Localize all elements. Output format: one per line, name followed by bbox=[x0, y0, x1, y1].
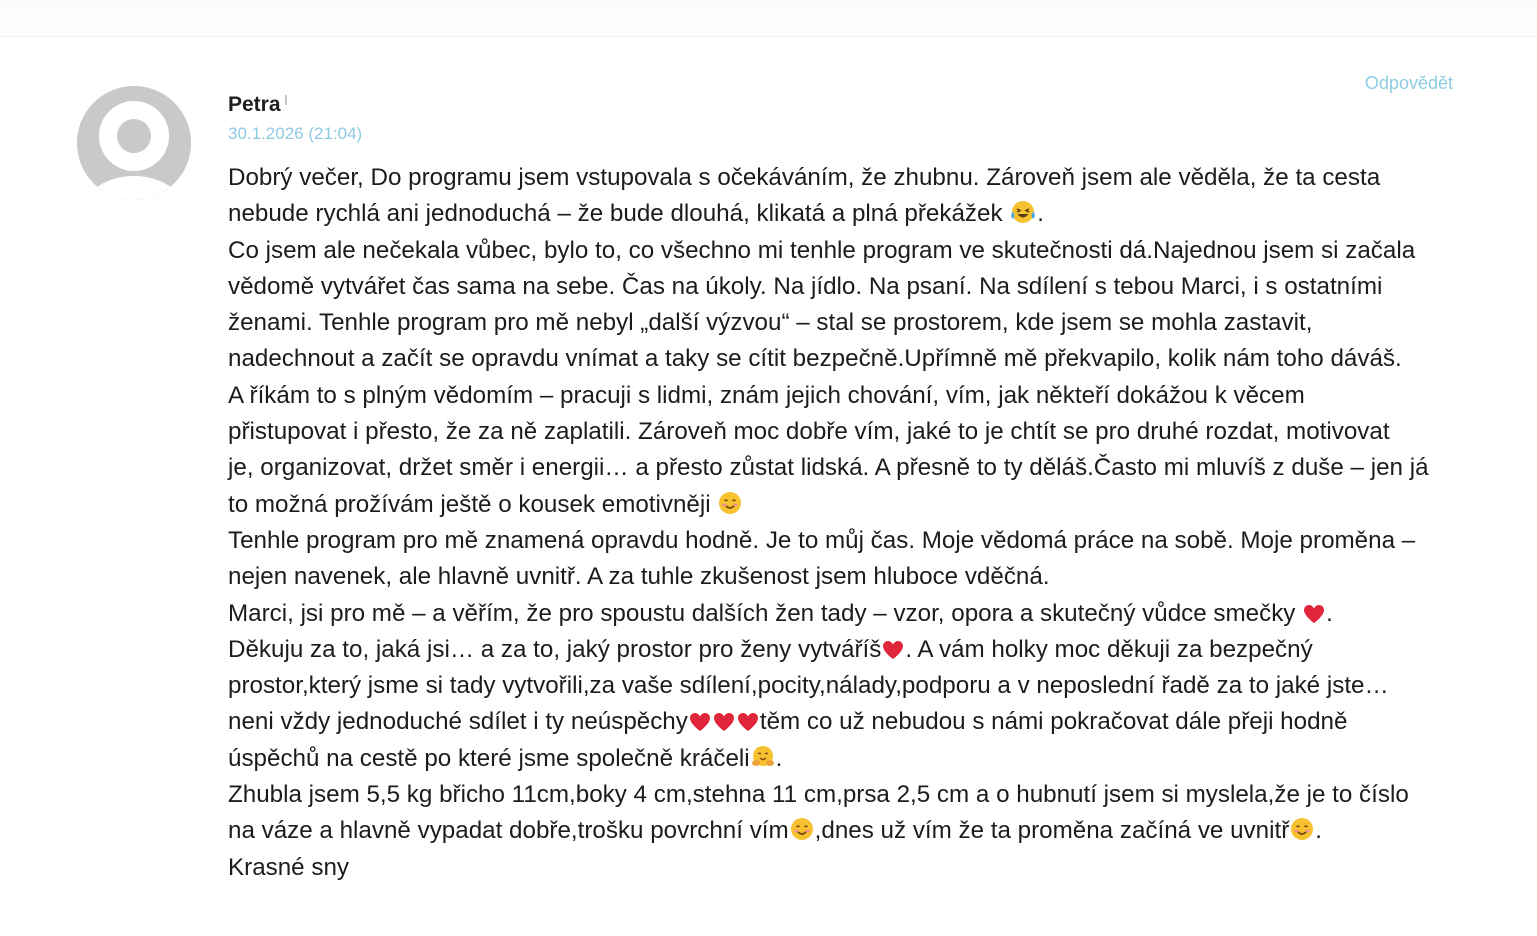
comment-text: Co jsem ale nečekala vůbec, bylo to, co všechno mi tenhle program ve skutečnosti dá.Najednou jsem si začala bbox=[228, 236, 1416, 264]
comment-text: . A vám holky moc děkuji za bezpečný bbox=[905, 635, 1313, 663]
comment-line bbox=[228, 704, 1518, 740]
avatar bbox=[77, 86, 191, 200]
comment-text: Zhubla jsem 5,5 kg břicho 11cm,boky 4 cm,stehna 11 cm,prsa 2,5 cm a o hubnutí jsem si myslela,že je to číslo bbox=[228, 781, 1409, 809]
smile-emoji-icon bbox=[790, 816, 814, 852]
comment-line bbox=[228, 305, 1518, 341]
comment-line bbox=[228, 523, 1518, 559]
comment-text: to možná prožívám ještě o kousek emotivněji bbox=[228, 490, 718, 518]
heart-emoji-icon bbox=[689, 707, 711, 743]
comment-text: neni vždy jednoduché sdílet i ty neúspěchy bbox=[228, 708, 688, 736]
comment-line bbox=[228, 450, 1518, 486]
comment-body bbox=[228, 160, 1518, 886]
comment-line bbox=[228, 632, 1518, 668]
comment-text: na váze a hlavně vypadat dobře,trošku povrchní vím bbox=[228, 817, 789, 845]
comment-date[interactable]: 30.1.2026 (21:04) bbox=[228, 124, 363, 143]
comment-text: Děkuju za to, jaká jsi… a za to, jaký prostor pro ženy vytváříš bbox=[228, 635, 882, 663]
joy-emoji-icon bbox=[1010, 199, 1036, 235]
comment-text: přistupovat i přesto, že za ně zaplatili. Zároveň moc dobře vím, jaké to je chtít se pro druhé rozdat, motivovat bbox=[228, 418, 1390, 446]
comment-text: vědomě vytvářet čas sama na sebe. Čas na úkoly. Na jídlo. Na psaní. Na sdílení s tebou Marci, i s ostatními bbox=[228, 272, 1383, 300]
comment-text: prostor,který jsme si tady vytvořili,za vaše sdílení,pocity,nálady,podporu a v neposlední řadě za to jaké jste… bbox=[228, 672, 1389, 700]
comment-text: . bbox=[1315, 817, 1322, 845]
comment-line bbox=[228, 850, 1518, 886]
comment-text: Marci, jsi pro mě – a věřím, že pro spoustu dalších žen tady – vzor, opora a skutečný vůdce smečky bbox=[228, 599, 1303, 627]
comment-line bbox=[228, 341, 1518, 377]
comment-text: ženami. Tenhle program pro mě nebyl „další výzvou“ – stal se prostorem, kde jsem se mohla zastavit, bbox=[228, 309, 1313, 337]
author-name-truncation-mark bbox=[285, 95, 287, 105]
comment-line bbox=[228, 777, 1518, 813]
comment-line bbox=[228, 378, 1518, 414]
comment-text: je, organizovat, držet směr i energii… a přesto zůstat lidská. A přesně to ty děláš.Často mi mluvíš z duše – jen já bbox=[228, 454, 1429, 482]
comment-text: Tenhle program pro mě znamená opravdu hodně. Je to můj čas. Moje vědomá práce na sobě. Moje proměna – bbox=[228, 526, 1416, 554]
comment-text: A říkám to s plným vědomím – pracuji s lidmi, znám jejich chování, vím, jak někteří dokážou k věcem bbox=[228, 381, 1305, 409]
comment-line bbox=[228, 196, 1518, 232]
default-user-avatar-icon bbox=[77, 86, 191, 200]
comment-line bbox=[228, 414, 1518, 450]
comment-line bbox=[228, 233, 1518, 269]
comment-line bbox=[228, 741, 1518, 777]
author-name: Petra bbox=[228, 93, 281, 116]
smile-emoji-icon bbox=[718, 490, 742, 526]
comment-text: Dobrý večer, Do programu jsem vstupovala s očekáváním, že zhubnu. Zároveň jsem ale věděla, že ta cesta bbox=[228, 164, 1381, 191]
comment-text: úspěchů na cestě po které jsme společně kráčeli bbox=[228, 744, 750, 772]
hug-emoji-icon bbox=[751, 744, 775, 780]
comment-text: těm co už nebudou s námi pokračovat dále přeji hodně bbox=[759, 708, 1348, 736]
comment-line bbox=[228, 813, 1518, 849]
heart-emoji-icon bbox=[882, 635, 904, 671]
comment-text: nejen navenek, ale hlavně uvnitř. A za tuhle zkušenost jsem hluboce vděčná. bbox=[228, 563, 1050, 591]
comment-text: Krasné sny bbox=[228, 853, 349, 881]
comment-line bbox=[228, 559, 1518, 595]
heart-emoji-icon bbox=[713, 707, 735, 743]
comment-line bbox=[228, 269, 1518, 305]
comment-line bbox=[228, 596, 1518, 632]
heart-emoji-icon bbox=[737, 707, 759, 743]
smile-emoji-icon bbox=[1290, 816, 1314, 852]
comment-text: . bbox=[1037, 200, 1045, 228]
comment-line bbox=[228, 160, 1518, 196]
reply-link[interactable]: Odpovědět bbox=[1364, 73, 1453, 93]
heart-emoji-icon bbox=[1303, 599, 1325, 635]
comment-line bbox=[228, 487, 1518, 523]
comment-text: nadechnout a začít se opravdu vnímat a taky se cítit bezpečně.Upřímně mě překvapilo, kolik nám toho dáváš. bbox=[228, 345, 1402, 373]
comment-text: nebude rychlá ani jednoduchá – že bude dlouhá, klikatá a plná překážek bbox=[228, 200, 1010, 228]
comment-text: ,dnes už vím že ta proměna začíná ve uvnitř bbox=[814, 817, 1290, 845]
comment-text: . bbox=[1326, 599, 1333, 627]
comment-text: . bbox=[775, 744, 783, 772]
comment-line bbox=[228, 668, 1518, 704]
comment-author bbox=[228, 93, 287, 117]
